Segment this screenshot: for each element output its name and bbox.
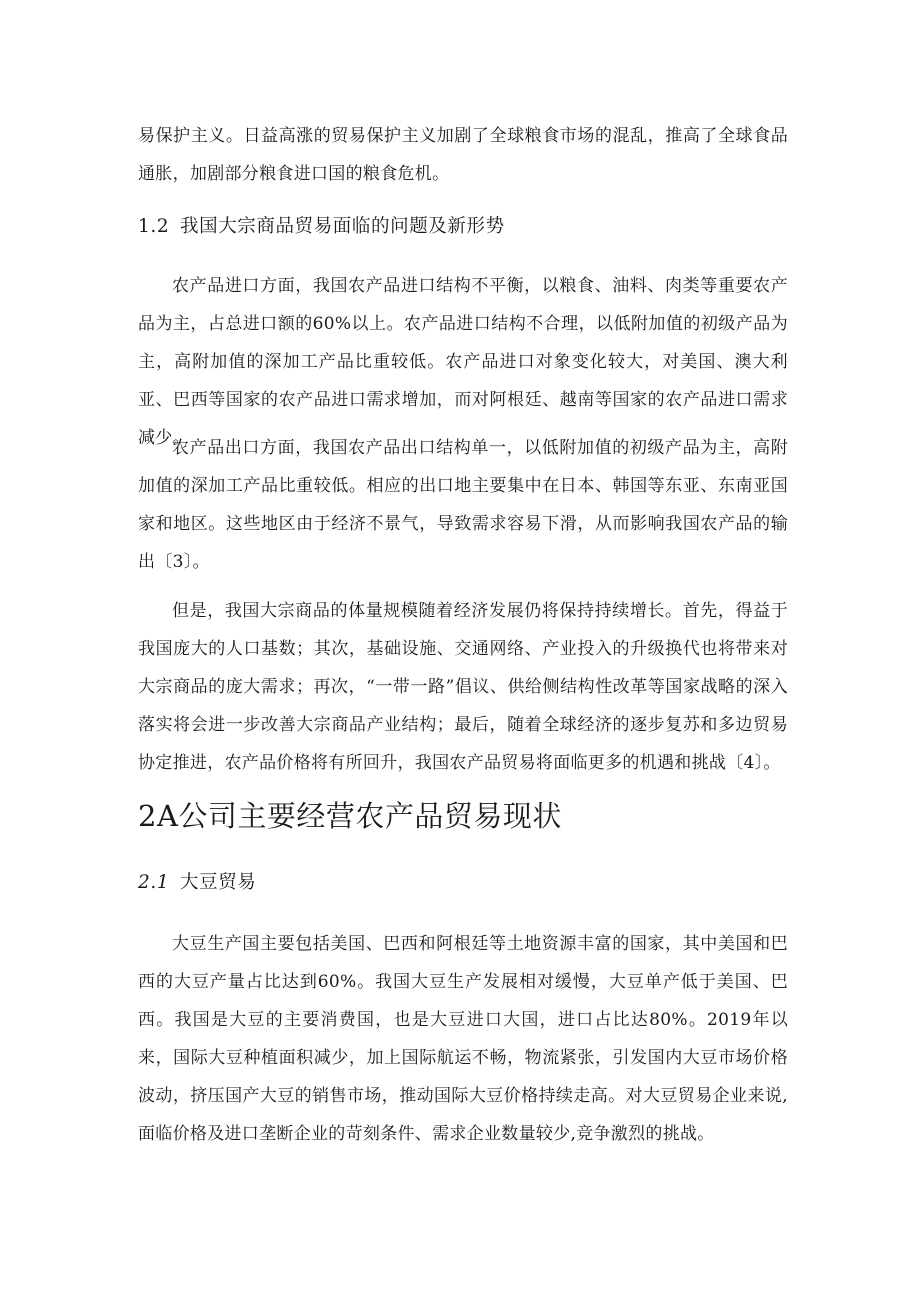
section-1-2-body-3 [138, 592, 788, 782]
paragraph: 但是，我国大宗商品的体量规模随着经济发展仍将保持持续增长。首先，得益于我国庞大的人口基数；其次，基础设施、交通网络、产业投入的升级换代也将带来对大宗商品的庞大需求；再次，“一带一路”倡议、供给侧结构性改革等国家战略的深入落实将会进一步改善大宗商品产业结构；最后，随着全球经济的逐步复苏和多边贸易协定推进，农产品价格将有所回升，我国农产品贸易将面临更多的机遇和挑战〔4〕。 [138, 601, 788, 773]
intro-paragraph: 易保护主义。日益高涨的贸易保护主义加剧了全球粮食市场的混乱，推高了全球食品通胀，加剧部分粮食进口国的粮食危机。 [138, 126, 788, 184]
section-1-2-heading [138, 212, 505, 238]
section-title: 我国大宗商品贸易面临的问题及新形势 [180, 216, 505, 237]
section-2-1-body [138, 925, 788, 1153]
section-2-1-heading [138, 868, 256, 894]
section-2-heading: 2A公司主要经营农产品贸易现状 [138, 799, 562, 833]
section-title: 大豆贸易 [180, 872, 257, 893]
paragraph: 农产品进口方面，我国农产品进口结构不平衡，以粮食、油料、肉类等重要农产品为主，占总进口额的60%以上。农产品进口结构不合理，以低附加值的初级产品为主，高附加值的深加工产品比重较低。农产品进口对象变化较大，对美国、澳大利亚、巴西等国家的农产品进口需求增加，而对阿根廷、越南等国家的农产品进口需求减少。 [138, 276, 788, 448]
intro-block [138, 117, 788, 193]
section-number: 2.1 [138, 872, 170, 893]
paragraph: 农产品出口方面，我国农产品出口结构单一，以低附加值的初级产品为主，高附加值的深加工产品比重较低。相应的出口地主要集中在日本、韩国等东亚、东南亚国家和地区。这些地区由于经济不景气，导致需求容易下滑，从而影响我国农产品的输出〔3〕。 [138, 438, 788, 572]
section-1-2-body-2 [138, 429, 788, 581]
paragraph: 大豆生产国主要包括美国、巴西和阿根廷等土地资源丰富的国家，其中美国和巴西的大豆产量占比达到60%。我国大豆生产发展相对缓慢，大豆单产低于美国、巴西。我国是大豆的主要消费国，也是大豆进口大国，进口占比达80%。2019年以来，国际大豆种植面积减少，加上国际航运不畅，物流紧张，引发国内大豆市场价格波动，挤压国产大豆的销售市场，推动国际大豆价格持续走高。对大豆贸易企业来说,面临价格及进口垄断企业的苛刻条件、需求企业数量较少,竞争激烈的挑战。 [138, 934, 788, 1144]
section-number: 1.2 [138, 216, 170, 237]
